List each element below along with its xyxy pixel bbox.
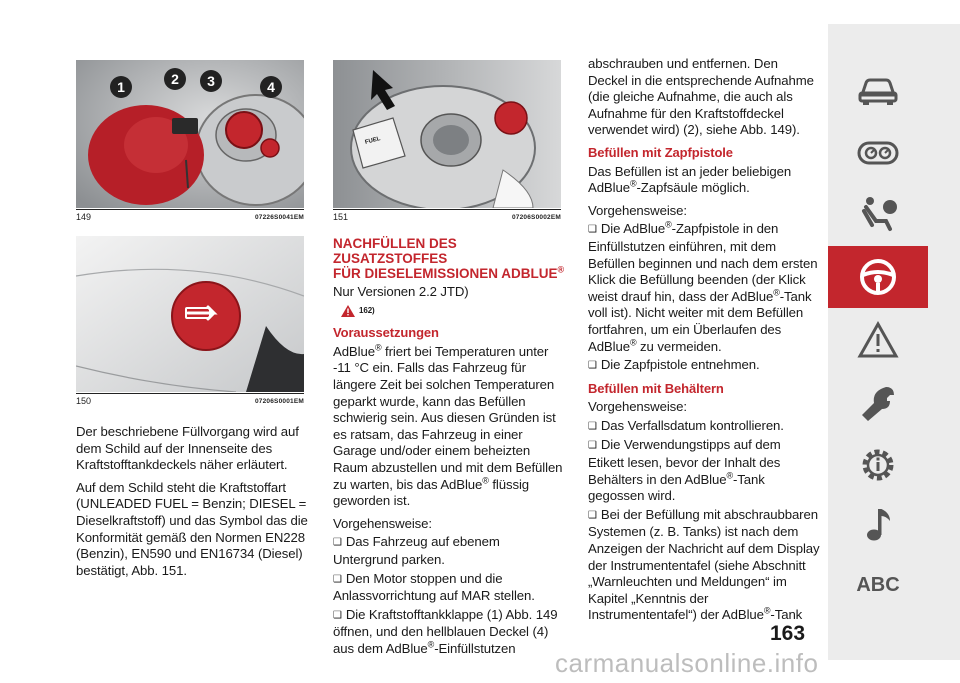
callout-1: 1 [110,76,132,98]
text-segment: Die Kraftstofftankklappe (1) Abb. 149 öffnen, und den hellblauen Deckel (4) aus dem AdBlue [333,606,558,656]
column-3-text [588,56,820,626]
gear-info-icon [856,443,900,487]
figure-151-image [333,60,561,208]
text-segment: zu vermeiden. [636,338,722,354]
text-segment: Die AdBlue [600,221,666,237]
bullet-remove-nozzle: ❑ Die Zapfpistole entnehmen. [588,357,820,375]
bullet-read-label [588,437,820,504]
paragraph-fuel-label-info: Der beschriebene Füllvorgang wird auf dem Schild auf der Innenseite des Kraftstofftankdeckels näher erläutert. [76,424,299,473]
text-segment: friert bei Temperaturen unter -11 °C ein. Falls das Fahrzeug für längere Zeit bei solchen Temperaturen geparkt wurde, kann das Befüllen schwierig sein. Aus diesen Gründen ist es ratsam, das Fahrzeug in einer Garage und/oder einem beheizten Raum abzustellen und mit dem Befüllen zu warten, bis das AdBlue [333,343,563,492]
chapter-tab-driving-active[interactable] [828,246,928,308]
car-icon [856,67,900,111]
text-segment: Die Verwendungstipps auf dem Etikett lesen, bevor der Inhalt des Behälters in den AdBlue [588,437,781,487]
callout-4: 4 [260,76,282,98]
subheading-zapfpistole: Befüllen mit Zapfpistole [588,144,733,160]
text-segment: AdBlue [333,343,375,359]
chapter-tab-safety[interactable] [828,184,928,242]
text-segment: flüssig geworden ist. [333,476,530,509]
registered-mark: ® [629,178,637,189]
warning-reference [341,303,565,320]
bullet-park: ❑ Das Fahrzeug auf ebenem Untergrund parken. [333,534,565,568]
figure-149-rule [76,209,304,210]
registered-mark: ® [763,606,771,617]
chapter-tab-vehicle[interactable] [828,60,928,118]
text-segment: -Zapfpistole in den Einfüllstutzen einführen, mit dem Befüllen beginnen und nach dem ersten Klick die Befüllung beenden (der Klick weist drauf hin, dass der AdBlue [588,221,818,304]
subheading-voraussetzungen: Voraussetzungen [333,325,439,341]
figure-150-rule [76,393,304,394]
column-2-text [333,236,565,659]
airbag-seat-icon [856,191,900,235]
fuel-label: FUEL [364,136,382,146]
figure-code: 07206S0001EM [254,398,304,405]
paragraph-any-pump [588,164,820,197]
figure-151-rule [333,209,561,210]
procedure-label: Vorgehensweise: [588,399,687,415]
dashboard-icon [856,131,900,175]
procedure-label: Vorgehensweise: [588,202,687,218]
figure-code: 07226S0041EM [254,214,304,221]
paragraph-cap-removal: abschrauben und entfernen. Den Deckel in die entsprechende Aufnahme (die gleiche Aufnahme, die auch als Aufnahme für den Kraftstoffdeckel verwendet wird) (2), siehe Abb. 149). [588,56,814,138]
registered-mark: ® [557,264,565,275]
chapter-sidebar [828,24,960,660]
page-number: 163 [770,622,806,645]
figure-149-image [76,60,304,208]
text-segment: -Tank gegossen wird. [588,471,765,504]
registered-mark: ® [726,470,734,481]
chapter-tab-service[interactable] [828,374,928,432]
chapter-tab-technical-data[interactable] [828,436,928,494]
chapter-tab-multimedia[interactable] [828,496,928,554]
bullet-open-flap [333,607,565,658]
chapter-tab-instruments[interactable] [828,124,928,182]
abc-index-label: ABC [856,573,900,596]
text-segment: -Zapfsäule möglich. [636,180,750,196]
paragraph-fuel-type: Auf dem Schild steht die Kraftstoffart (UNLEADED FUEL = Benzin; DIESEL = Dieselkraftstoff) und das Symbol das die Konformität gemäß den Normen EN228 (Benzin), EN590 und EN16734 (Diesel) bestätigt, Abb. 151. [76,479,308,578]
watermark: carmanualsonline.info [555,648,819,678]
version-note: Nur Versionen 2.2 JTD) [333,284,469,299]
figure-number: 149 [76,212,92,222]
warning-number: 162) [359,305,375,315]
heading-line-1: NACHFÜLLEN DES ZUSATZSTOFFES [333,236,457,266]
bullet-expiry: ❑ Das Verfallsdatum kontrollieren. [588,418,820,436]
bullet-engine: ❑ Den Motor stoppen und die Anlassvorrichtung auf MAR stellen. [333,571,565,605]
section-heading [333,236,565,281]
chapter-tab-index[interactable] [828,556,928,614]
text-segment: Bei der Befüllung mit abschraubbaren Systemen (z. B. Tanks) ist nach dem Anzeigen der Nachricht auf dem Display der Instrumententafel (siehe Abschnitt „Warnleuchten und Meldungen“ im Kapitel „Kenntnis der Instrumententafel“) der AdBlue [588,506,820,623]
registered-mark: ® [773,287,780,298]
warning-triangle-icon [341,305,355,317]
heading-line-2: FÜR DIESELEMISSIONEN ADBLUE [333,266,558,281]
figure-number: 150 [76,396,92,406]
callout-2: 2 [164,68,186,90]
procedure-label: Vorgehensweise: [333,515,432,531]
figure-150-caption [76,396,304,406]
figure-151-caption [333,212,561,222]
text-segment: Das Befüllen ist an jeder beliebigen AdBlue [588,163,792,196]
figure-code: 07206S0002EM [511,214,561,221]
registered-mark: ® [374,342,382,353]
registered-mark: ® [482,475,489,486]
subheading-behaeltern: Befüllen mit Behältern [588,380,724,396]
bullet-insert-nozzle [588,221,820,355]
paragraph-freezing [333,344,565,510]
registered-mark: ® [629,337,637,348]
steering-wheel-icon [856,255,900,299]
bullet-screw-systems [588,507,820,624]
text-segment: -Tank [770,607,803,623]
column-1-text [76,424,308,585]
figure-149-caption [76,212,304,222]
music-note-icon [856,503,900,547]
figure-number: 151 [333,212,349,222]
chapter-tab-emergency[interactable] [828,312,928,370]
callout-3: 3 [200,70,222,92]
text-segment: -Einfüllstutzen [434,640,516,656]
warning-triangle-icon [856,319,900,363]
registered-mark: ® [427,639,435,650]
figure-150-image [76,236,304,392]
registered-mark: ® [665,219,672,230]
text-segment: -Tank voll ist). Nicht weiter mit dem Befüllen fortfahren, um ein Überlaufen des AdBlue [588,288,812,354]
wrench-icon [856,381,900,425]
